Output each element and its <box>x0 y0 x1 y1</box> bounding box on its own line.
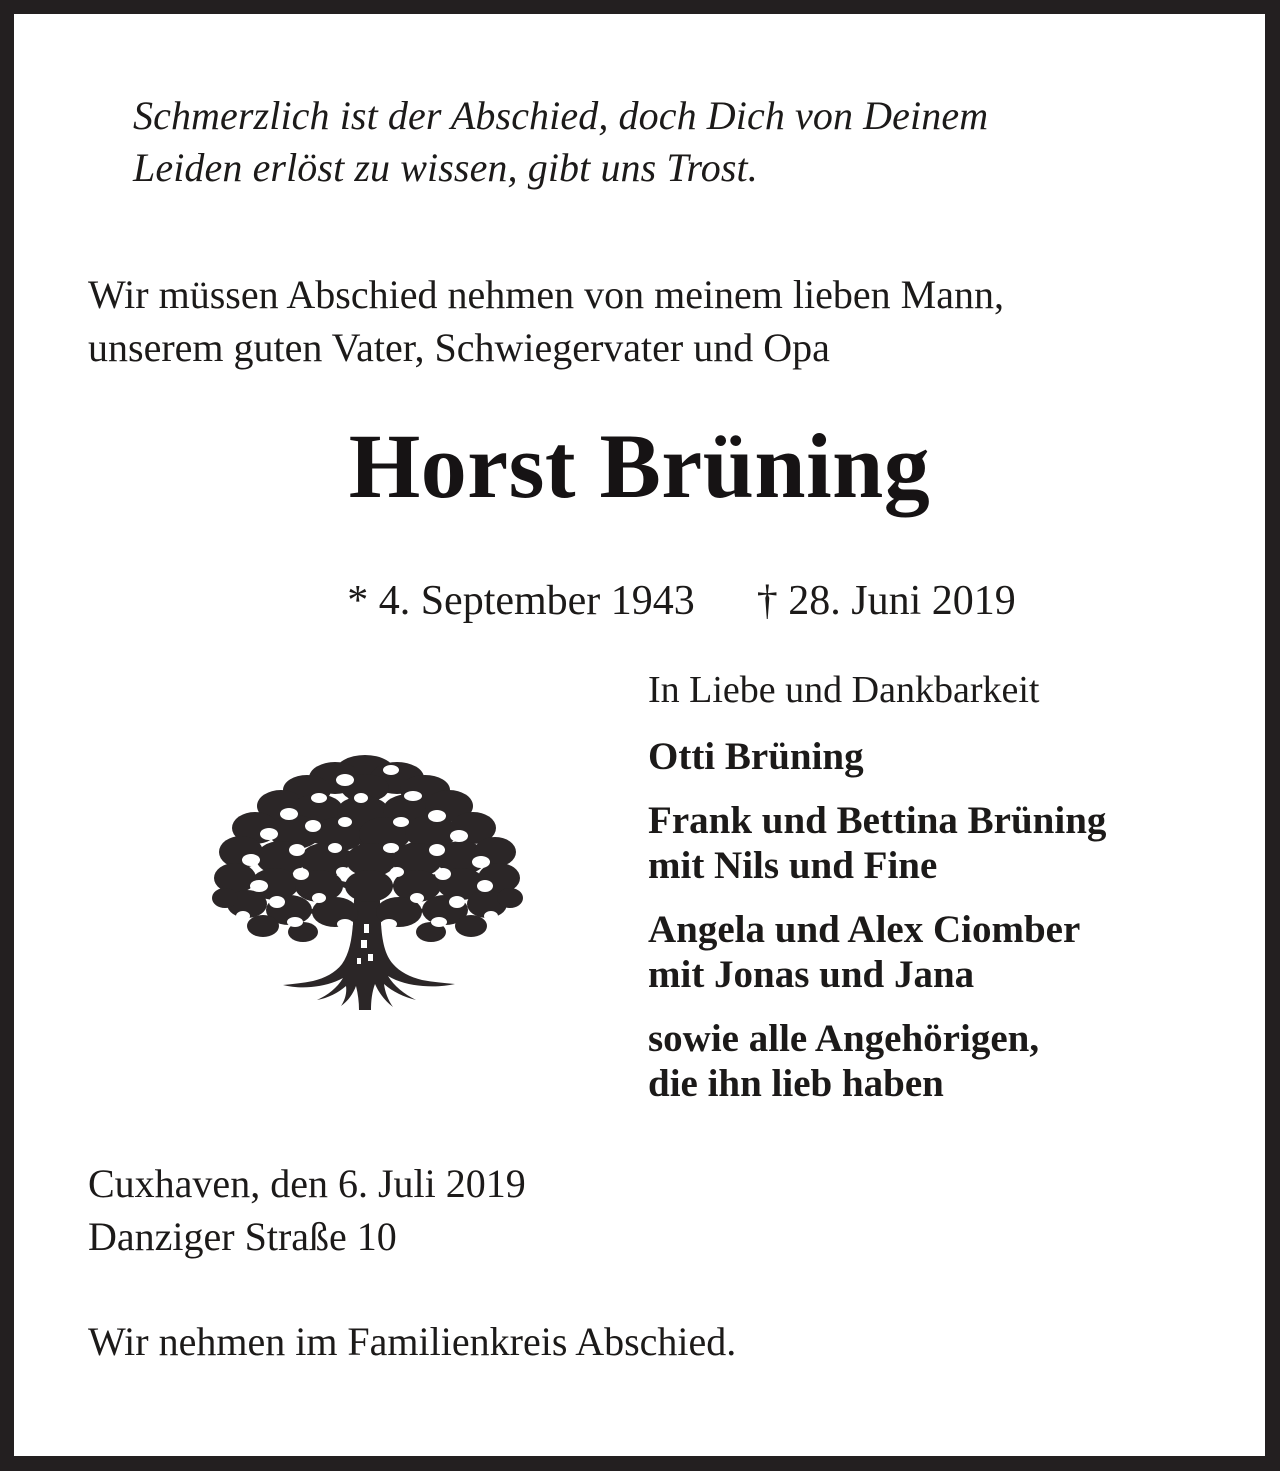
mourner-line-1: Angela und Alex Ciomber <box>648 908 1081 951</box>
place-date-line: Cuxhaven, den 6. Juli 2019 <box>88 1161 526 1206</box>
mourner-entry <box>648 907 1218 997</box>
intro-text <box>88 268 1208 374</box>
intro-line-1: Wir müssen Abschied nehmen von meinem lieben Mann, <box>88 272 1004 317</box>
mourner-entry <box>648 734 1218 779</box>
mourner-line-2: mit Jonas und Jana <box>648 953 975 996</box>
deceased-block <box>14 414 1265 676</box>
obituary-notice-card <box>14 14 1265 1456</box>
mourners-heading: In Liebe und Dankbarkeit <box>648 669 1040 711</box>
mourner-entry <box>648 1016 1218 1106</box>
epigraph <box>133 90 1213 194</box>
intro-line-2: unserem guten Vater, Schwiegervater und Opa <box>88 325 830 370</box>
birth-date: * 4. September 1943 <box>347 578 695 624</box>
oak-tree-icon <box>185 726 545 1026</box>
deceased-name: Horst Brüning <box>348 415 931 517</box>
closing-note: Wir nehmen im Familienkreis Abschied. <box>88 1319 737 1364</box>
mourner-line-2: mit Nils und Fine <box>648 844 938 887</box>
mourner-line-2: die ihn lieb haben <box>648 1062 944 1105</box>
mourner-line-1: Frank und Bettina Brüning <box>648 799 1107 842</box>
epigraph-line-1: Schmerzlich ist der Abschied, doch Dich von Deinem <box>133 93 989 138</box>
place-and-date <box>88 1157 1088 1263</box>
mourners-block <box>648 666 1218 1106</box>
mourner-entry <box>648 798 1218 888</box>
mourner-line-1: Otti Brüning <box>648 735 864 778</box>
death-date: † 28. Juni 2019 <box>756 578 1016 624</box>
epigraph-line-2: Leiden erlöst zu wissen, gibt uns Trost. <box>133 145 758 190</box>
life-dates <box>14 526 1265 676</box>
mourner-line-1: sowie alle Angehörigen, <box>648 1017 1040 1060</box>
address-line: Danziger Straße 10 <box>88 1214 397 1259</box>
